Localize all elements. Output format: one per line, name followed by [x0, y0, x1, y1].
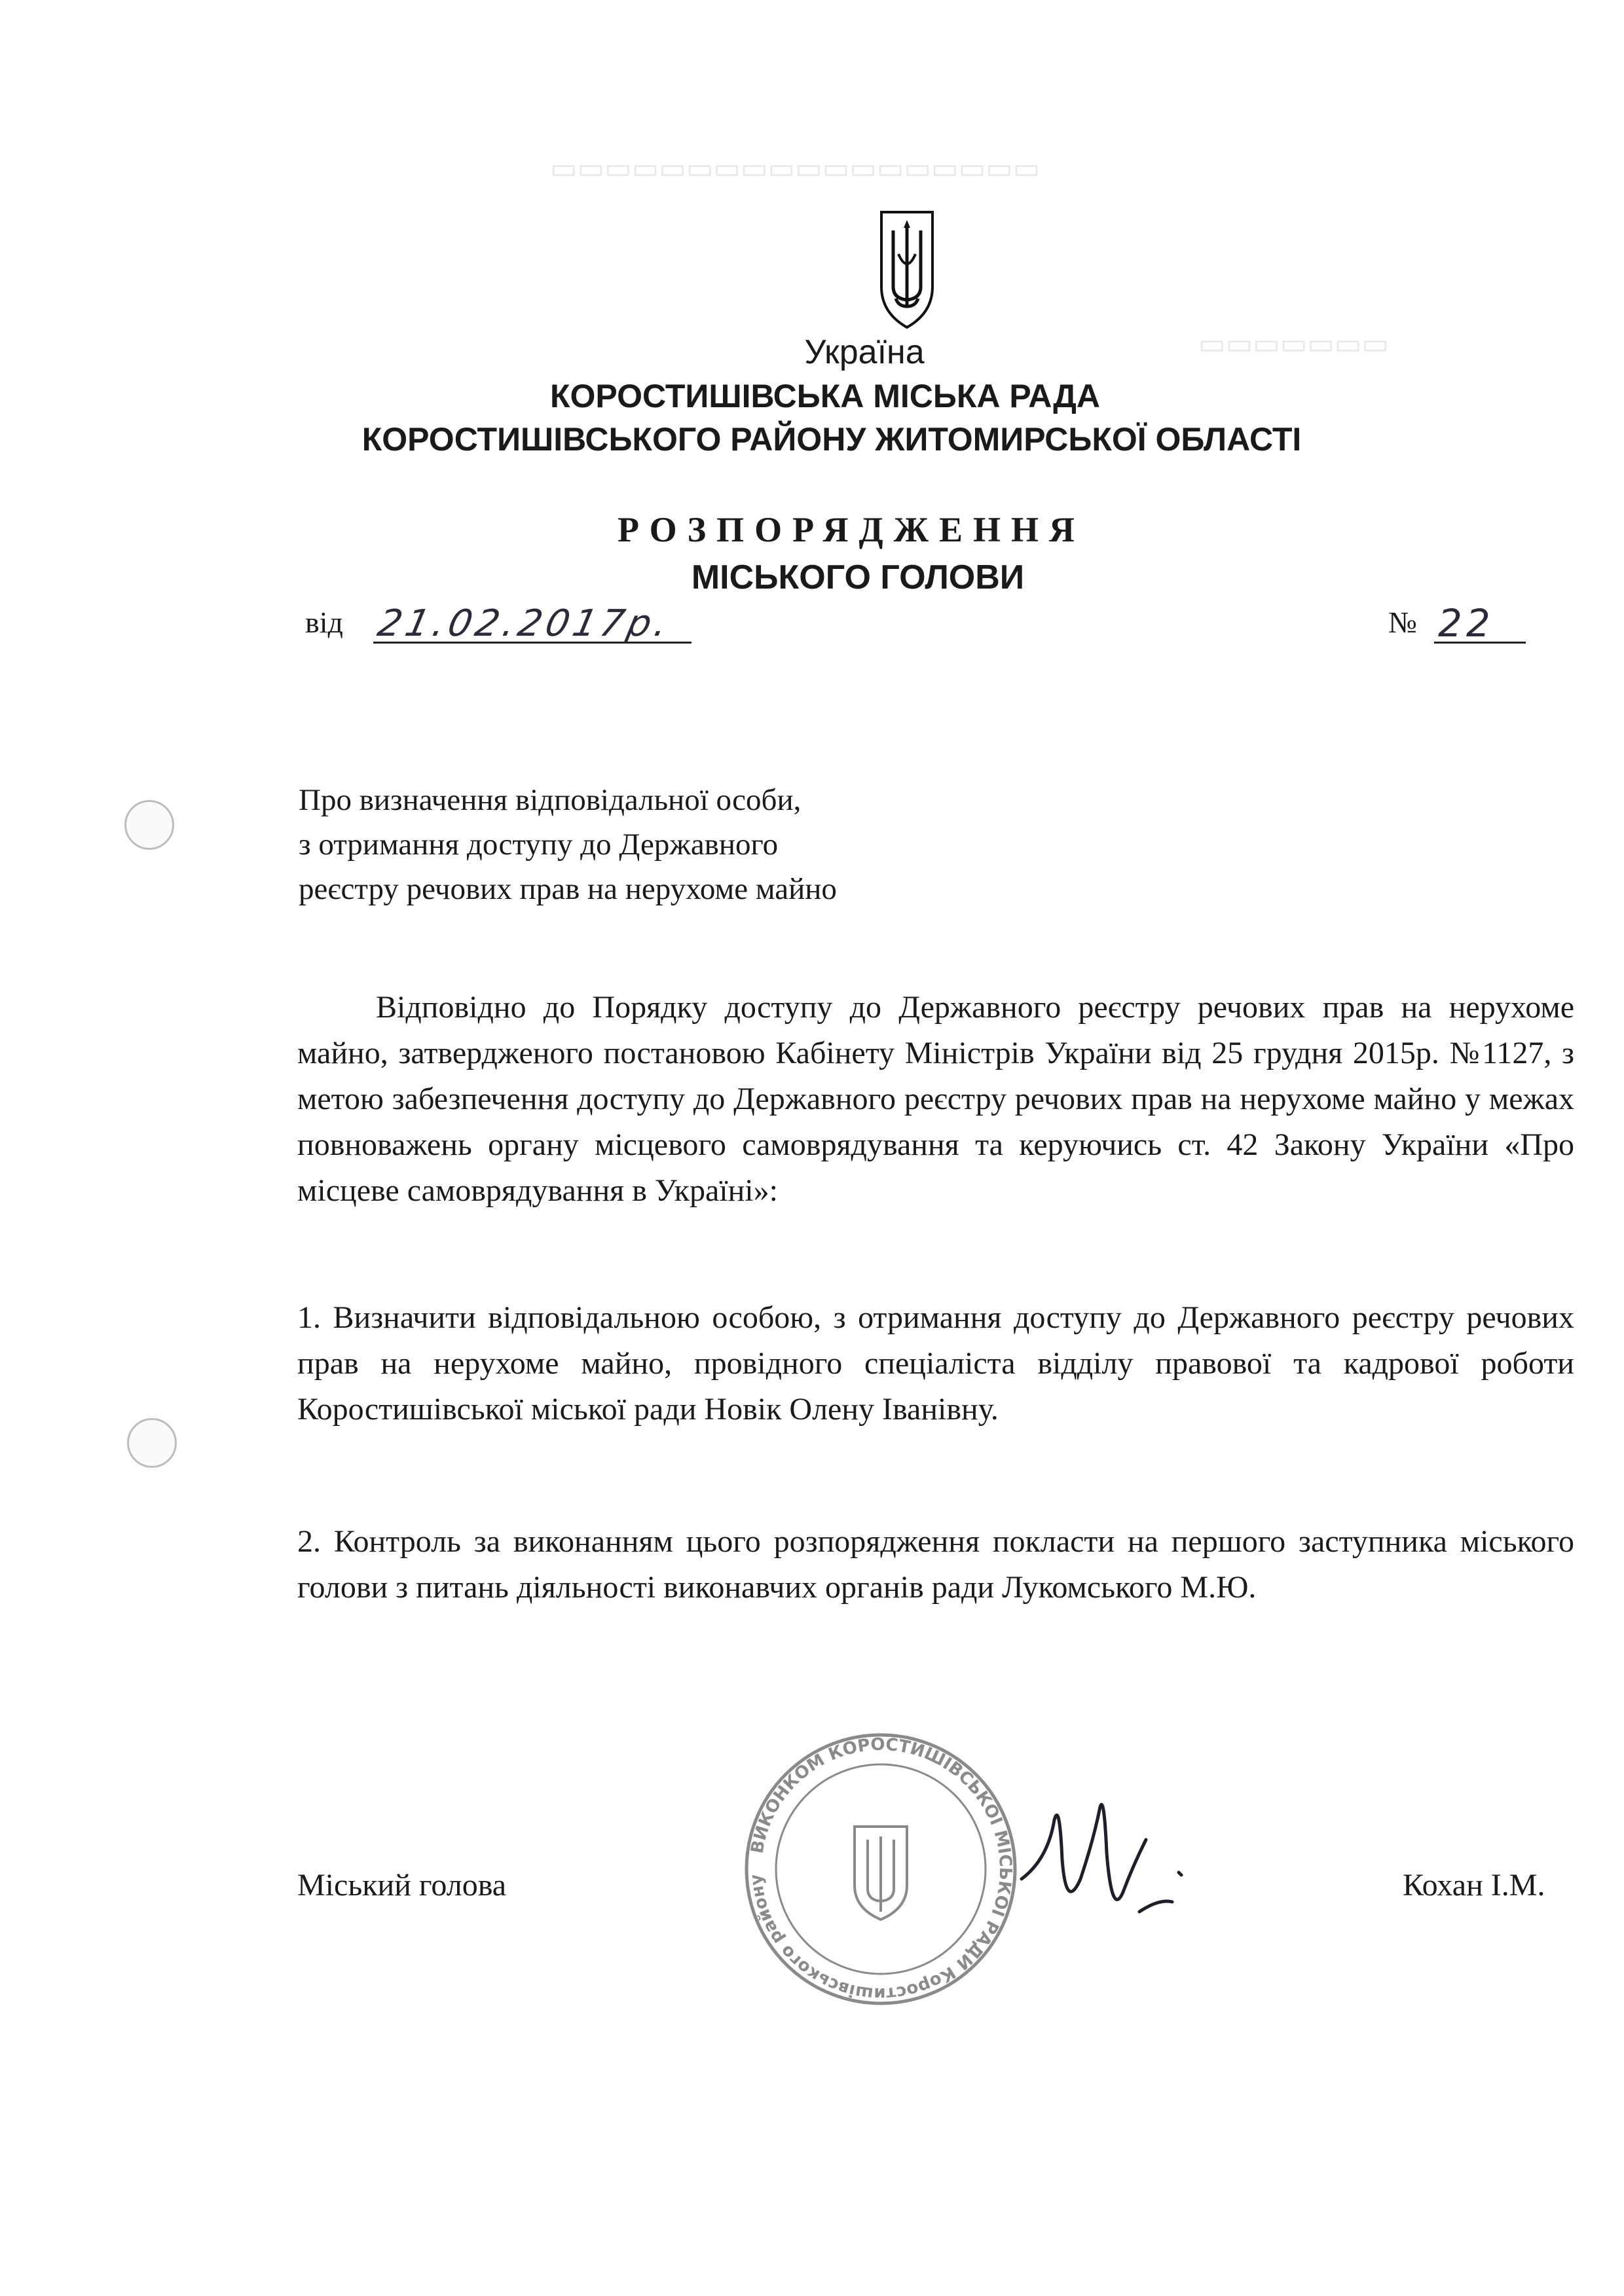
svg-text:ВИКОНКОМ КОРОСТИШІВСЬКОЇ МІСЬК — [740, 1728, 1015, 2003]
handwritten-signature-icon — [1008, 1781, 1192, 1938]
number-value: 22 — [1438, 601, 1494, 646]
document-subtitle: МІСЬКОГО ГОЛОВИ — [691, 558, 1025, 596]
preamble-paragraph: Відповідно до Порядку доступу до Державного реєстру речових прав на нерухоме майно, затвердженого постановою Кабінету Міністрів України від 25 грудня 2015р. №1127, з метою забезпечення доступу до Державного реєстру речових прав на нерухоме майно у межах повноважень органу місцевого самоврядування та керуючись ст. 42 Закону України «Про місцеве самоврядування в Україні»: — [297, 990, 1574, 1208]
official-seal-stamp-icon — [740, 1728, 1022, 2010]
punch-hole-bottom — [127, 1418, 177, 1468]
order-item-1: 1. Визначити відповідальною особою, з отримання доступу до Державного реєстру речових прав на нерухоме майно, провідного спеціаліста відділу правової та кадрової роботи Коростишівської міської ради Новік Олену Іванівну. — [297, 1300, 1574, 1427]
council-name: КОРОСТИШІВСЬКА МІСЬКА РАДА — [550, 378, 1100, 414]
stamp-ring-text: ВИКОНКОМ КОРОСТИШІВСЬКОЇ МІСЬКОЇ РАДИ Коростишівського району — [747, 1734, 1016, 2004]
order-item-2: 2. Контроль за виконанням цього розпорядження покласти на першого заступника міського голови з питань діяльності виконавчих органів ради Лукомського М.Ю. — [297, 1524, 1574, 1605]
bleed-through-text: ▭▭▭▭▭▭▭ — [1198, 328, 1390, 360]
signatory-position: Міський голова — [297, 1868, 507, 1903]
council-region: КОРОСТИШІВСЬКОГО РАЙОНУ ЖИТОМИРСЬКОЇ ОБЛАСТІ — [361, 421, 1302, 458]
country-name: Україна — [804, 333, 925, 371]
document-title: РОЗПОРЯДЖЕННЯ — [617, 510, 1086, 549]
subject-line: Про визначення відповідальної особи, — [299, 783, 802, 817]
punch-hole-top — [124, 800, 174, 850]
subject-block — [299, 778, 1084, 911]
date-value: 21.02.2017р. — [374, 602, 675, 645]
trident-coat-of-arms-icon — [879, 208, 935, 330]
subject-line: з отримання доступу до Державного — [299, 828, 779, 862]
subject-line: реєстру речових прав на нерухоме майно — [299, 872, 837, 906]
bleed-through-text: ▭▭▭▭▭▭▭▭▭▭▭▭▭▭▭▭▭▭ — [550, 153, 1041, 185]
date-label: від — [305, 606, 343, 639]
signatory-name: Кохан І.М. — [1403, 1868, 1545, 1903]
number-label: № — [1388, 606, 1417, 639]
